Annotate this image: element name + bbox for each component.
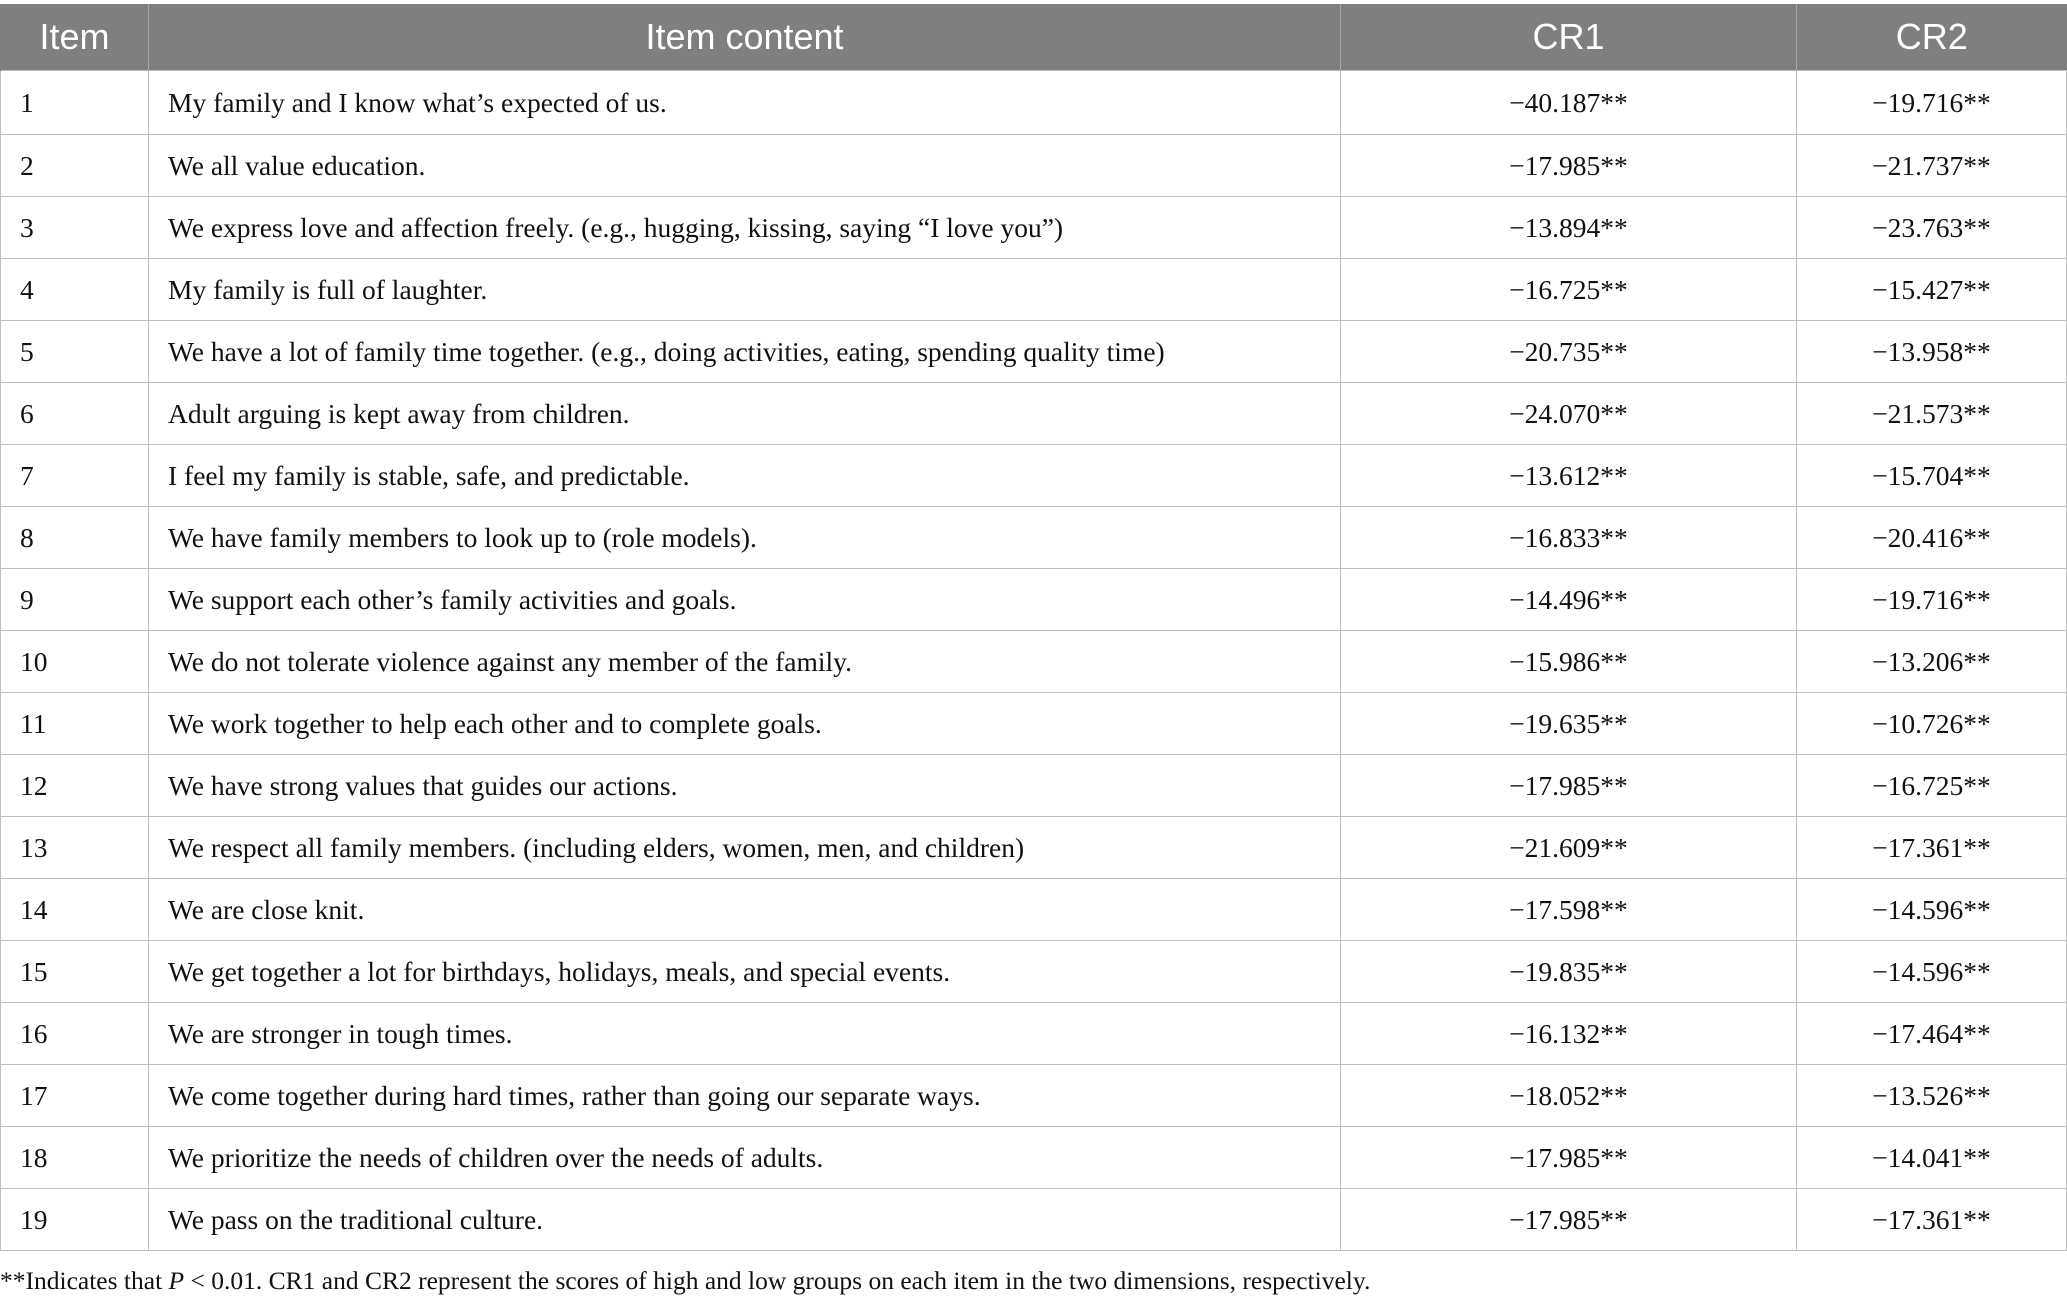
item-content-cell: I feel my family is stable, safe, and predictable. [149,445,1341,507]
table-row [1,507,2067,569]
item-content-cell: We have strong values that guides our actions. [149,755,1341,817]
table-row [1,1003,2067,1065]
cr1-cell: −19.635** [1341,693,1797,755]
cr1-cell: −15.986** [1341,631,1797,693]
item-number-cell: 4 [1,259,149,321]
footnote-suffix: < 0.01. CR1 and CR2 represent the scores of high and low groups on each item in the two dimensions, respectively. [184,1266,1371,1295]
cr2-cell: −19.716** [1797,569,2067,631]
item-content-cell: We get together a lot for birthdays, holidays, meals, and special events. [149,941,1341,1003]
header-cr2: CR2 [1797,4,2067,71]
item-content-cell: My family is full of laughter. [149,259,1341,321]
cr2-cell: −14.041** [1797,1127,2067,1189]
item-number-cell: 18 [1,1127,149,1189]
item-content-cell: We have a lot of family time together. (e.g., doing activities, eating, spending quality time) [149,321,1341,383]
footnote-p-symbol: P [168,1266,185,1295]
item-number-cell: 12 [1,755,149,817]
cr2-cell: −17.464** [1797,1003,2067,1065]
item-content-cell: We work together to help each other and to complete goals. [149,693,1341,755]
item-number-cell: 13 [1,817,149,879]
cr2-cell: −13.206** [1797,631,2067,693]
table-row [1,1065,2067,1127]
table-row [1,631,2067,693]
cr2-cell: −14.596** [1797,941,2067,1003]
cr1-cell: −19.835** [1341,941,1797,1003]
item-number-cell: 11 [1,693,149,755]
cr2-cell: −17.361** [1797,1189,2067,1251]
cr1-cell: −17.985** [1341,755,1797,817]
cr1-cell: −16.132** [1341,1003,1797,1065]
item-content-cell: We pass on the traditional culture. [149,1189,1341,1251]
item-number-cell: 8 [1,507,149,569]
item-number-cell: 15 [1,941,149,1003]
item-number-cell: 17 [1,1065,149,1127]
item-number-cell: 10 [1,631,149,693]
footnote [0,1266,1370,1296]
item-content-cell: We do not tolerate violence against any member of the family. [149,631,1341,693]
table-row [1,941,2067,1003]
header-row [1,4,2067,71]
item-content-cell: We respect all family members. (including elders, women, men, and children) [149,817,1341,879]
table-row [1,569,2067,631]
item-number-cell: 14 [1,879,149,941]
item-number-cell: 7 [1,445,149,507]
cr2-cell: −13.958** [1797,321,2067,383]
cr1-cell: −14.496** [1341,569,1797,631]
cr2-cell: −16.725** [1797,755,2067,817]
table-row [1,321,2067,383]
cr1-cell: −16.833** [1341,507,1797,569]
cr1-cell: −40.187** [1341,71,1797,135]
cr2-cell: −20.416** [1797,507,2067,569]
header-item-content: Item content [149,4,1341,71]
item-content-cell: We come together during hard times, rather than going our separate ways. [149,1065,1341,1127]
table-body [1,71,2067,1251]
cr2-cell: −19.716** [1797,71,2067,135]
cr2-cell: −13.526** [1797,1065,2067,1127]
cr1-cell: −18.052** [1341,1065,1797,1127]
table-row [1,445,2067,507]
item-content-cell: My family and I know what’s expected of us. [149,71,1341,135]
table-row [1,1189,2067,1251]
cr1-cell: −17.985** [1341,135,1797,197]
item-number-cell: 3 [1,197,149,259]
cr1-cell: −17.985** [1341,1189,1797,1251]
cr2-cell: −21.573** [1797,383,2067,445]
header-item: Item [1,4,149,71]
table-row [1,135,2067,197]
cr2-cell: −23.763** [1797,197,2067,259]
cr1-cell: −21.609** [1341,817,1797,879]
table-row [1,197,2067,259]
cr1-cell: −13.612** [1341,445,1797,507]
item-number-cell: 16 [1,1003,149,1065]
item-content-cell: We support each other’s family activities and goals. [149,569,1341,631]
cr2-cell: −10.726** [1797,693,2067,755]
cr1-cell: −13.894** [1341,197,1797,259]
table-row [1,817,2067,879]
table-container [0,4,2067,1251]
item-number-cell: 9 [1,569,149,631]
item-content-cell: Adult arguing is kept away from children. [149,383,1341,445]
cr1-cell: −17.985** [1341,1127,1797,1189]
cr1-cell: −16.725** [1341,259,1797,321]
item-content-cell: We prioritize the needs of children over the needs of adults. [149,1127,1341,1189]
table-row [1,755,2067,817]
cr2-cell: −15.704** [1797,445,2067,507]
cr1-cell: −17.598** [1341,879,1797,941]
item-content-cell: We are close knit. [149,879,1341,941]
item-content-cell: We express love and affection freely. (e.g., hugging, kissing, saying “I love you”) [149,197,1341,259]
item-content-cell: We all value education. [149,135,1341,197]
item-number-cell: 1 [1,71,149,135]
cr2-cell: −14.596** [1797,879,2067,941]
item-number-cell: 5 [1,321,149,383]
item-number-cell: 6 [1,383,149,445]
table-row [1,71,2067,135]
header-cr1: CR1 [1341,4,1797,71]
table-row [1,693,2067,755]
cr2-cell: −17.361** [1797,817,2067,879]
table-row [1,259,2067,321]
cr2-cell: −15.427** [1797,259,2067,321]
item-content-cell: We are stronger in tough times. [149,1003,1341,1065]
footnote-prefix: **Indicates that [0,1266,169,1295]
table-row [1,1127,2067,1189]
table-row [1,383,2067,445]
table-row [1,879,2067,941]
item-content-cell: We have family members to look up to (role models). [149,507,1341,569]
cr1-cell: −20.735** [1341,321,1797,383]
data-table [0,4,2067,1251]
item-number-cell: 2 [1,135,149,197]
item-number-cell: 19 [1,1189,149,1251]
cr2-cell: −21.737** [1797,135,2067,197]
cr1-cell: −24.070** [1341,383,1797,445]
